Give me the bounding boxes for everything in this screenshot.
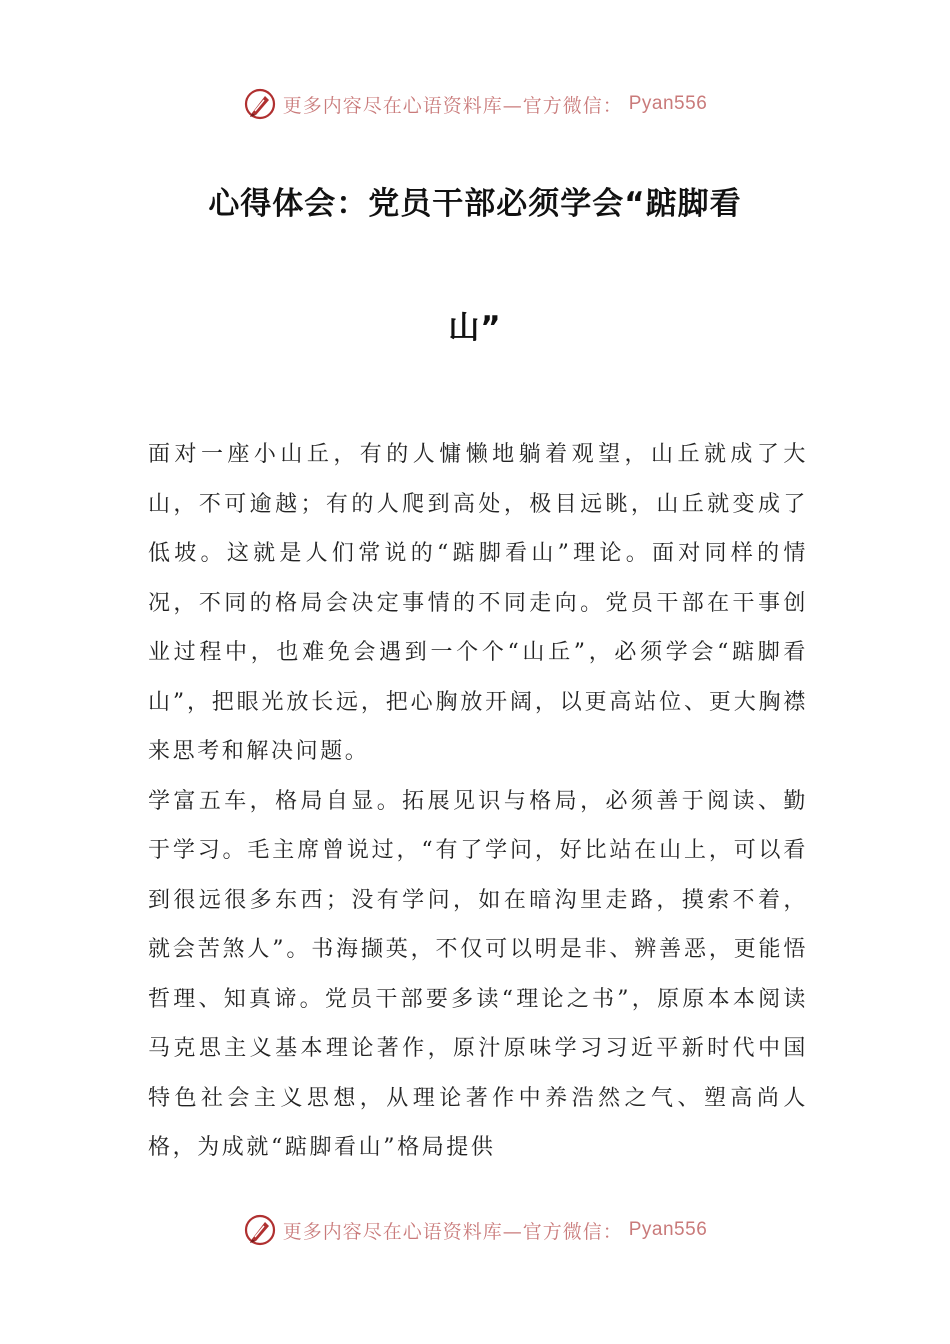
watermark-wechat-id: Pyan556 <box>628 1219 708 1240</box>
footer-watermark <box>0 1210 950 1250</box>
pen-nib-logo-icon <box>243 1213 277 1247</box>
document-title-line-2: 山” <box>448 310 502 346</box>
body-paragraph-2: 学富五车，格局自显。拓展见识与格局，必须善于阅读、勤于学习。毛主席曾说过，“有了学问，好比站在山上，可以看到很远很多东西；没有学问，如在暗沟里走路，摸索不着，就会苦煞人”。书海撷英，不仅可以明是非、辨善恶，更能悟哲理、知真谛。党员干部要多读“理论之书”，原原本本阅读马克思主义基本理论著作，原汁原味学习习近平新时代中国特色社会主义思想，从理论著作中养浩然之气、塑高尚人格，为成就“踮脚看山”格局提供 <box>148 788 808 1160</box>
document-body <box>148 430 808 1173</box>
header-watermark <box>0 84 950 124</box>
watermark-text: 更多内容尽在心语资料库—官方微信： <box>282 1220 623 1243</box>
body-paragraph-1: 面对一座小山丘，有的人慵懒地躺着观望，山丘就成了大山，不可逾越；有的人爬到高处，极目远眺，山丘就变成了低坡。这就是人们常说的“踮脚看山”理论。面对同样的情况，不同的格局会决定事情的不同走向。党员干部在干事创业过程中，也难免会遇到一个个“山丘”，必须学会“踮脚看山”，把眼光放长远，把心胸放开阔，以更高站位、更大胸襟来思考和解决问题。 <box>148 442 808 764</box>
watermark-wechat-id: Pyan556 <box>628 93 708 114</box>
pen-nib-logo-icon <box>243 87 277 121</box>
document-title-line-1: 心得体会：党员干部必须学会“踮脚看 <box>208 186 742 222</box>
watermark-text: 更多内容尽在心语资料库—官方微信： <box>282 94 623 117</box>
